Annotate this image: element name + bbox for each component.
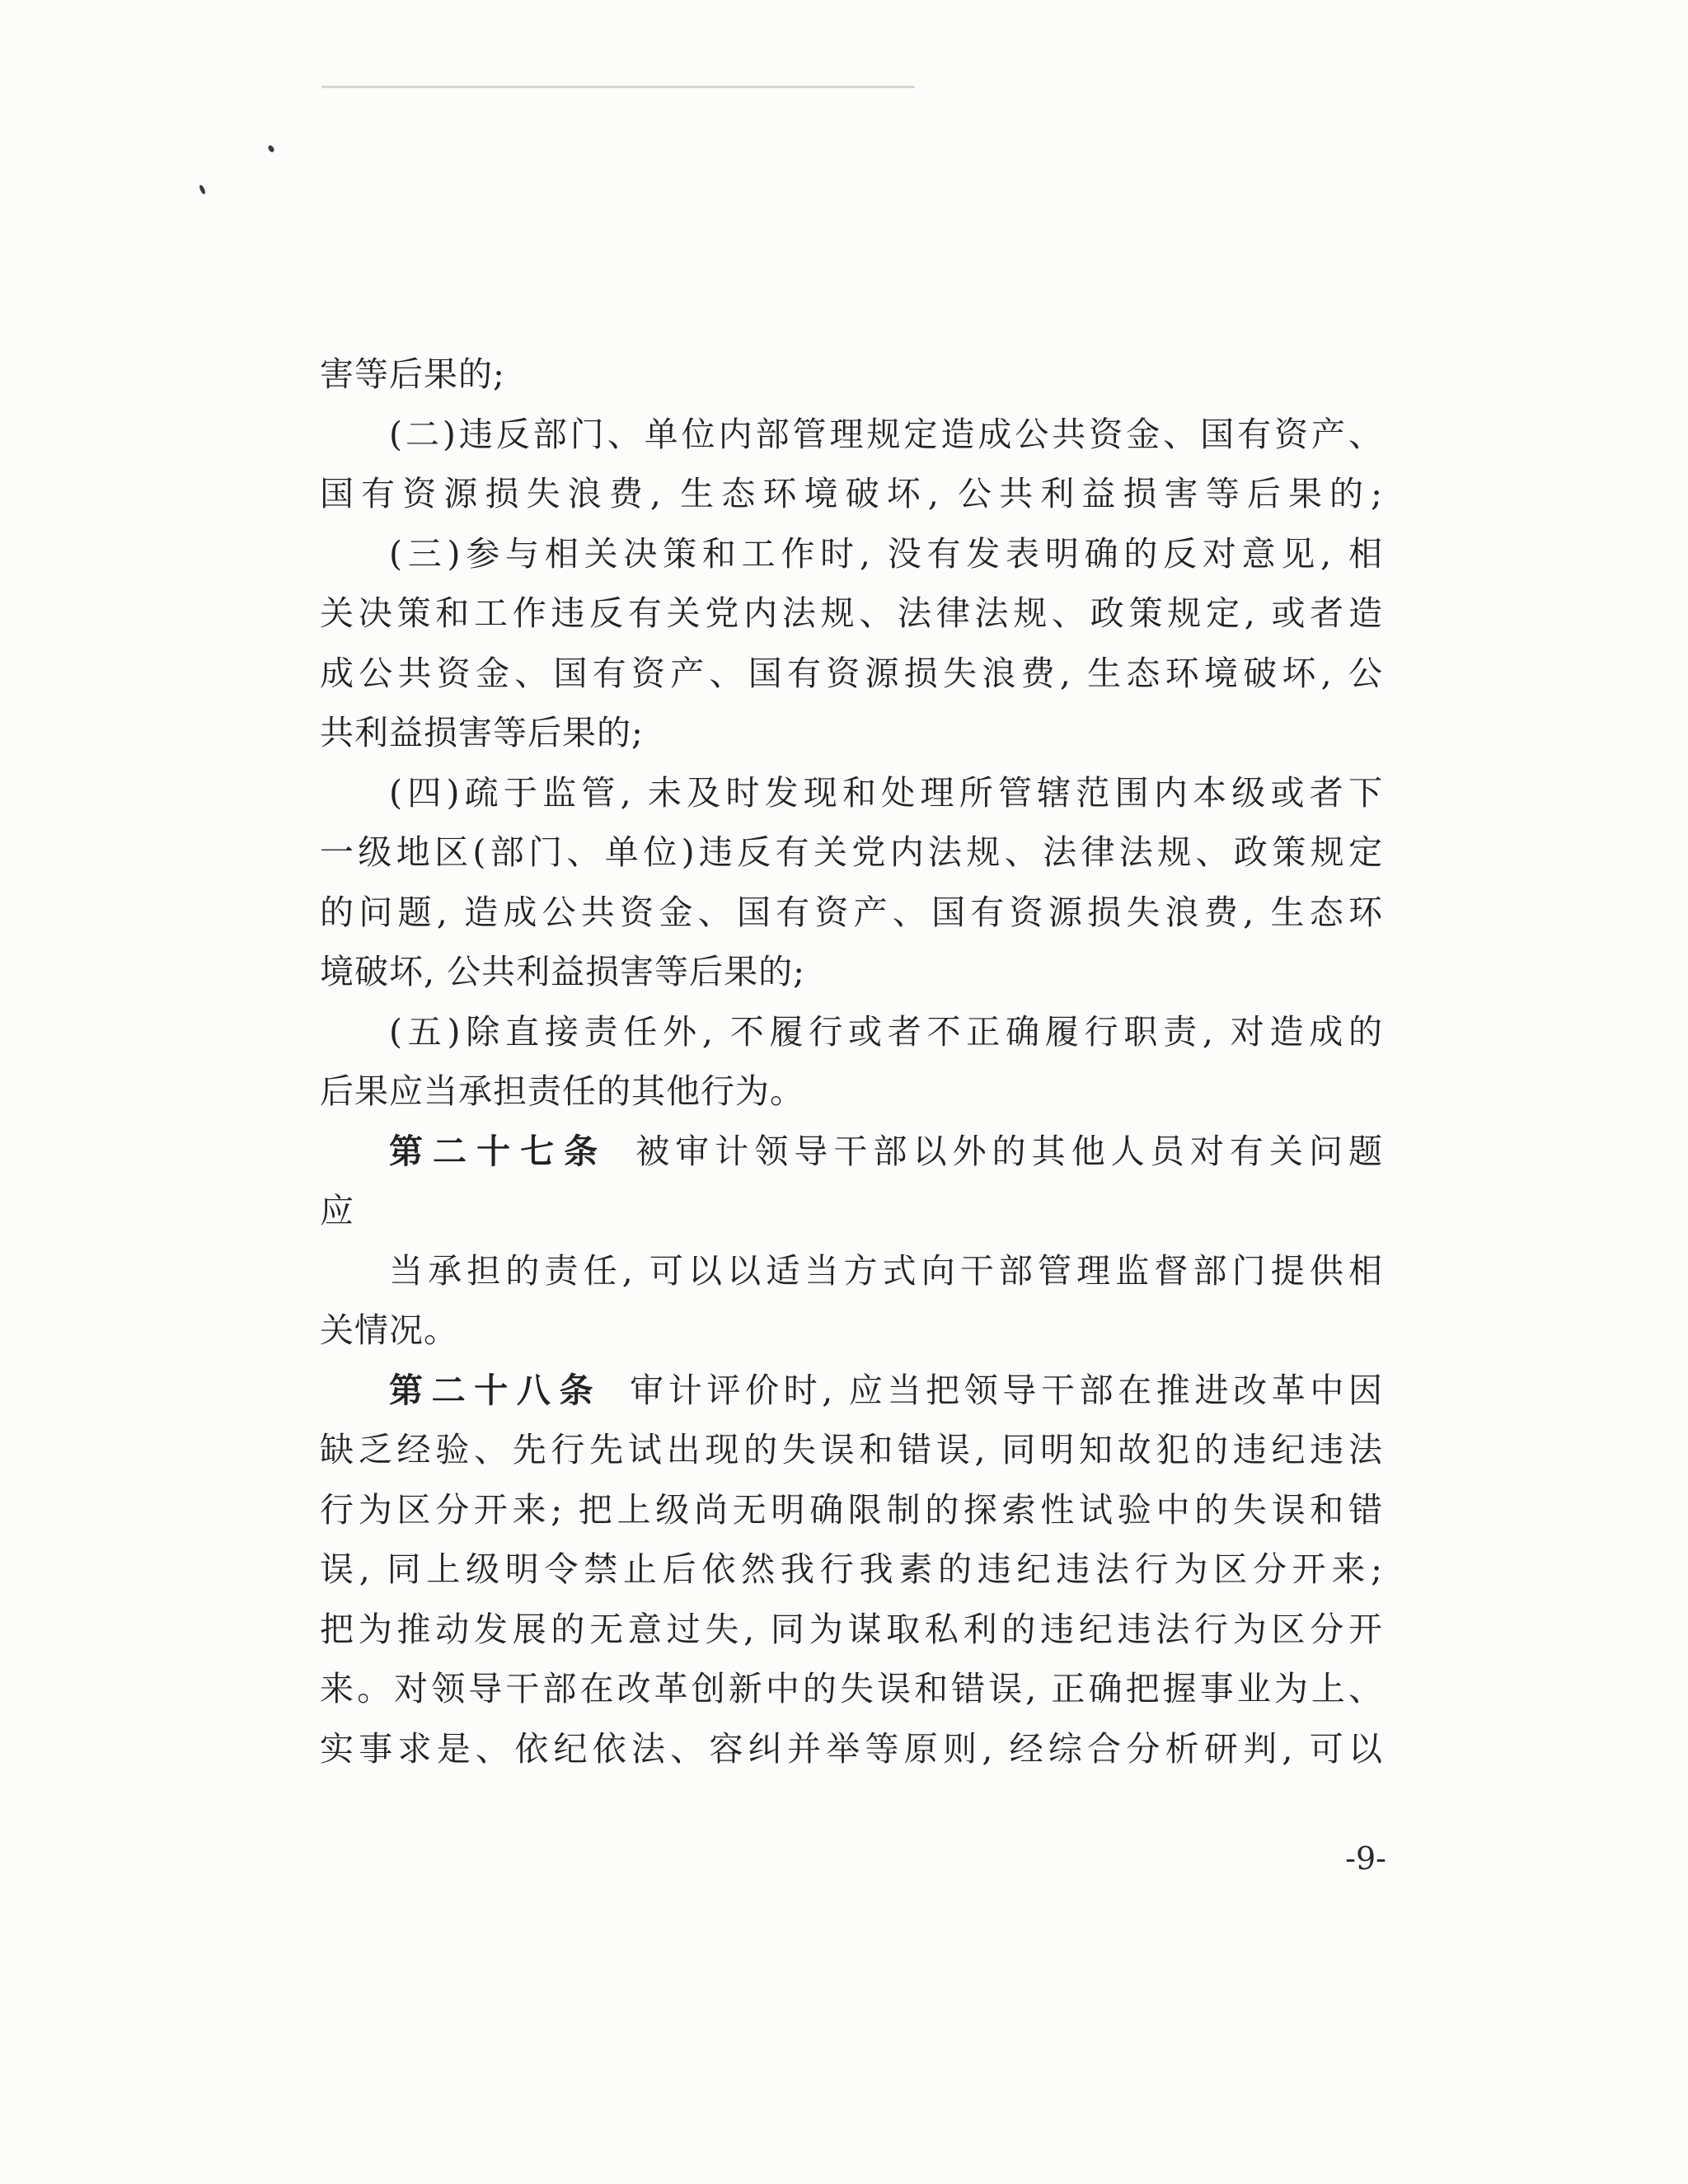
- text-line: (四)疏于监管, 未及时发现和处理所管辖范围内本级或者下: [389, 772, 1383, 813]
- scan-speck-mark: [267, 144, 275, 153]
- text-line: 缺乏经验、先行先试出现的失误和错误, 同明知故犯的违纪违法: [320, 1430, 1383, 1469]
- body-text: [320, 344, 1383, 1779]
- text-line: 共利益损害等后果的;: [320, 713, 644, 752]
- text-line: 实事求是、依纪依法、容纠并举等原则, 经综合分析研判, 可以: [320, 1728, 1383, 1769]
- article-heading-line: 第二十七条 被审计领导干部以外的其他人员对有关问题: [389, 1131, 1383, 1171]
- text-line: 成公共资金、国有资产、国有资源损失浪费, 生态环境破坏, 公: [320, 653, 1383, 693]
- text-line: 后果应当承担责任的其他行为。: [320, 1071, 804, 1111]
- text-line: 来。对领导干部在改革创新中的失误和错误, 正确把握事业为上、: [320, 1669, 1383, 1708]
- article-number: 第二十七条: [389, 1131, 608, 1171]
- text-line: 把为推动发展的无意过失, 同为谋取私利的违纪违法行为区分开: [320, 1609, 1383, 1649]
- text-line: (五)除直接责任外, 不履行或者不正确履行职责, 对造成的: [389, 1011, 1383, 1052]
- text-line: 一级地区(部门、单位)违反有关党内法规、法律法规、政策规定: [320, 832, 1383, 872]
- article-number: 第二十八条: [389, 1370, 603, 1410]
- article-heading-line: 第二十八条 审计评价时, 应当把领导干部在推进改革中因: [389, 1370, 1383, 1410]
- scan-speck-mark: [199, 185, 207, 195]
- text-line: 行为区分开来; 把上级尚无明确限制的探索性试验中的失误和错: [320, 1489, 1383, 1530]
- top-scan-edge-line: [321, 86, 915, 88]
- text-line: 境破坏, 公共利益损害等后果的;: [320, 952, 805, 991]
- text-line: 当承担的责任, 可以以适当方式向干部管理监督部门提供相: [389, 1250, 1383, 1291]
- text-line: (二)违反部门、单位内部管理规定造成公共资金、国有资产、: [389, 414, 1383, 454]
- text-line: 应: [320, 1191, 354, 1230]
- page-number: -9-: [1345, 1840, 1386, 1877]
- text-line: 害等后果的;: [320, 354, 505, 394]
- text-line: 关决策和工作违反有关党内法规、法律法规、政策规定, 或者造: [320, 593, 1383, 633]
- text-line: 误, 同上级明令禁止后依然我行我素的违纪违法行为区分开来;: [320, 1549, 1383, 1589]
- text-line: (三)参与相关决策和工作时, 没有发表明确的反对意见, 相: [389, 533, 1383, 574]
- text-line: 国有资源损失浪费, 生态环境破坏, 公共利益损害等后果的;: [320, 474, 1383, 513]
- text-line: 关情况。: [320, 1310, 458, 1350]
- text-line: 的问题, 造成公共资金、国有资产、国有资源损失浪费, 生态环: [320, 892, 1383, 932]
